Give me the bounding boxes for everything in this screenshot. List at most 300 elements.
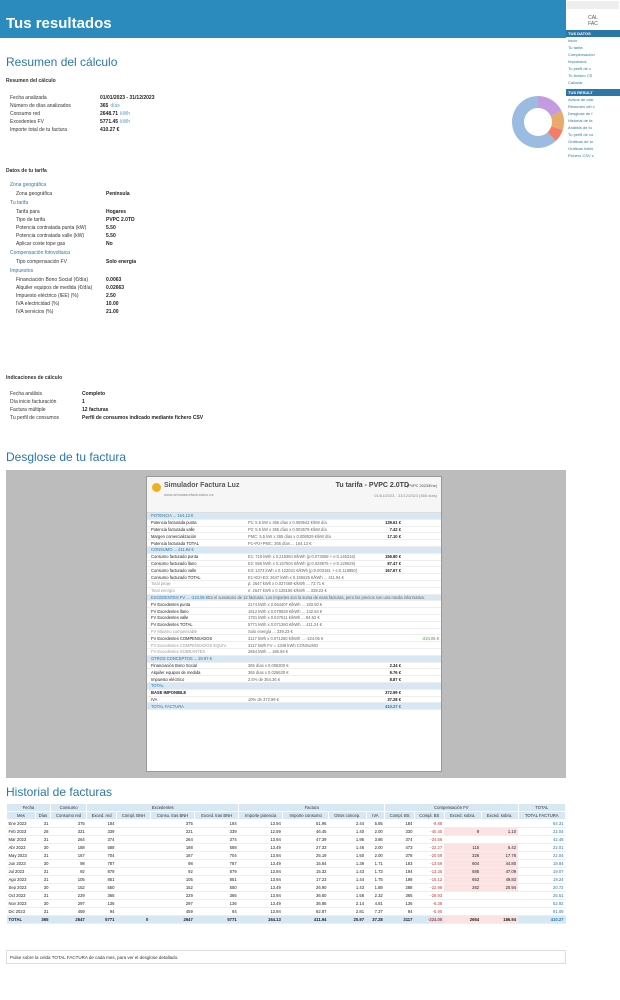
invoice-cell: Alquiler equipos de medida [151, 669, 201, 675]
table-cell: 15.32 [283, 868, 329, 876]
table-cell: 879 [87, 868, 117, 876]
kv-row [16, 258, 500, 266]
kv-label: Tipo de tarifa [16, 217, 45, 223]
table-cell[interactable]: 18.84 [518, 860, 565, 868]
sidebar-logo [567, 1, 619, 9]
table-cell[interactable]: 22.01 [518, 844, 565, 852]
table-cell: 13.94 [239, 892, 283, 900]
table-cell: -28.93 [414, 892, 444, 900]
table-cell [481, 836, 518, 844]
invoice-cell: P2: 5.5 kW x 365 días x 0.003679 €/kW día [248, 526, 327, 532]
tarifa-group [16, 258, 500, 266]
table-cell: 1.71 [366, 860, 385, 868]
table-cell: 184 [195, 820, 239, 828]
results-header [0, 0, 566, 38]
table-cell: 787 [87, 860, 117, 868]
table-cell: 51.96 [283, 820, 329, 828]
table-cell: 264 [50, 836, 86, 844]
kv-row [16, 284, 500, 292]
table-cell[interactable]: 64.31 [518, 820, 565, 828]
kv-row [10, 110, 155, 118]
invoice-cell: 10% de 372.99 € [248, 696, 279, 702]
invoice-cell: FV Excedentes SOBRANTES [151, 649, 206, 655]
table-cell: 411.94 [283, 916, 329, 924]
kv-value: 5.50 [106, 233, 116, 239]
summary-donut-chart [510, 94, 566, 150]
history-group-header: Compensación FV [385, 804, 518, 812]
table-cell: 365 [87, 892, 117, 900]
table-cell: 297 [50, 900, 86, 908]
table-cell[interactable]: 19.24 [518, 876, 565, 884]
invoice-cell: E2: 555 kWh x 0.157604 €/kWh (p:0.028575 + e:0.129029) [248, 560, 356, 566]
table-cell: 188 [150, 844, 194, 852]
kv-value: 0.0063 [106, 277, 122, 283]
table-cell: 105 [150, 876, 194, 884]
kv-label: Factura múltiple [10, 407, 46, 413]
table-cell: 31 [35, 820, 50, 828]
kv-label: IVA servicios (%) [16, 309, 54, 315]
table-cell: 115 [444, 844, 481, 852]
table-cell: 3.86 [366, 836, 385, 844]
table-cell [116, 836, 150, 844]
invoice-cell: 1812 kWh x 0.078828 €/kWh ... 142.84 € [248, 608, 323, 614]
invoice-cell: 365 días x 0.026630 € [248, 669, 289, 675]
kv-row [10, 126, 155, 134]
table-cell: 264 [150, 836, 194, 844]
invoice-cell: e: 2647 kWh x 0.128156 €/kWh ... 339.23 € [248, 588, 327, 594]
invoice-row [147, 547, 441, 554]
table-cell: 46.45 [283, 828, 329, 836]
sidebar [566, 0, 620, 1000]
tarifa-group [16, 190, 500, 198]
kv-value: 410.27 € [100, 127, 120, 133]
table-cell: 339 [195, 828, 239, 836]
history-column-header: Exced. sobra. [481, 812, 518, 820]
invoice-row [147, 669, 441, 676]
invoice-row [147, 663, 441, 670]
history-column-header: Exced. tras BNH [195, 812, 239, 820]
invoice-row [147, 690, 441, 697]
table-cell: -20.59 [414, 852, 444, 860]
invoice-cell: 2.5% de 354.36 € [248, 676, 281, 682]
kv-label: Importe total de tu factura [10, 127, 67, 133]
table-cell: 47.09 [481, 868, 518, 876]
table-cell: 1.43 [328, 884, 366, 892]
kv-value: Perfil de consumos indicado mediante fichero CSV [82, 415, 204, 421]
invoice-cell: 87.47 € [387, 560, 401, 566]
sidebar-item[interactable]: Gráficas de tu [568, 139, 593, 144]
invoice-cell: 372.99 € [385, 690, 401, 696]
table-cell[interactable]: 52.92 [518, 900, 565, 908]
table-cell: 1.10 [481, 828, 518, 836]
table-cell: 167 [150, 852, 194, 860]
kv-label: Día inicio facturación [10, 399, 57, 405]
sidebar-item[interactable]: Impuestos [568, 59, 587, 64]
kv-value: 5.50 [106, 225, 116, 231]
sidebar-datos-heading: TUS DATOS [566, 30, 620, 37]
table-cell: 13.94 [239, 820, 283, 828]
invoice-cell: 17.10 € [387, 533, 401, 539]
table-cell: 459 [50, 908, 86, 916]
table-cell: 2647 [150, 916, 194, 924]
sidebar-item[interactable]: Desglose de f [568, 111, 593, 116]
sidebar-item[interactable]: Calcular [568, 80, 583, 85]
table-cell: 194 [385, 868, 415, 876]
resumen-subtitle: Resumen del cálculo [6, 78, 56, 84]
invoice-row [147, 622, 441, 629]
kv-value: 12 facturas [82, 407, 109, 413]
invoice-row [147, 554, 441, 561]
indicaciones-heading: Indicaciones de cálculo [6, 375, 63, 381]
table-cell [444, 900, 481, 908]
table-cell: May 2023 [7, 852, 36, 860]
table-cell [116, 876, 150, 884]
table-row [7, 860, 566, 868]
table-cell: 13.49 [239, 884, 283, 892]
table-cell: 92 [50, 868, 86, 876]
table-cell [444, 836, 481, 844]
kv-label: IVA electricidad (%) [16, 301, 60, 307]
history-column-header: Exced. red [87, 812, 117, 820]
kv-label: Zona geográfica [16, 191, 53, 197]
sidebar-item[interactable]: Avisos de cálc [568, 97, 594, 102]
table-cell: 297 [150, 900, 194, 908]
sidebar-item[interactable]: Tu fichero CS [568, 73, 593, 78]
sidebar-item[interactable]: Compensación [568, 52, 595, 57]
table-cell: 0 [116, 916, 150, 924]
history-column-header: TOTAL FACTURA [518, 812, 565, 820]
kv-row [16, 240, 500, 248]
desglose-heading: Desglose de tu factura [6, 450, 127, 464]
sidebar-item[interactable]: Inicio [568, 38, 578, 43]
invoice-row [147, 588, 441, 595]
table-cell[interactable]: 81.09 [518, 908, 565, 916]
kv-value: 2.50 [106, 293, 116, 299]
table-cell: Abr 2023 [7, 844, 36, 852]
table-row [7, 820, 566, 828]
kv-label: Potencia contratada valle (kW) [16, 233, 85, 239]
table-cell [481, 900, 518, 908]
kv-row [16, 300, 500, 308]
history-column-header: Exced. sobra. [444, 812, 481, 820]
table-cell: 787 [195, 860, 239, 868]
table-cell: 30 [35, 860, 50, 868]
table-cell[interactable]: 19.07 [518, 868, 565, 876]
kv-value: Hogares [106, 209, 127, 215]
table-cell: Nov 2023 [7, 900, 36, 908]
table-cell: 13.94 [239, 908, 283, 916]
page-title: Tus resultados [6, 15, 112, 32]
table-cell: 12.59 [239, 828, 283, 836]
invoice-rows [147, 513, 441, 710]
kv-value: 365 [100, 103, 109, 109]
table-cell: 184 [385, 820, 415, 828]
table-cell[interactable]: 25.51 [518, 892, 565, 900]
invoice-cell: IVA [151, 696, 158, 702]
invoice-cell: 2174 kWh x 0.064407 €/kWh ... 183.50 € [248, 601, 323, 607]
invoice-cell: FV Máximo compensable [151, 628, 198, 634]
table-cell: 13.94 [239, 836, 283, 844]
kv-label: Fecha análisis [10, 391, 42, 397]
table-cell: -224.05 [414, 916, 444, 924]
table-cell: 31 [35, 876, 50, 884]
table-cell: 378 [385, 852, 415, 860]
kv-row [16, 292, 500, 300]
table-cell[interactable]: 42.48 [518, 836, 565, 844]
sidebar-item[interactable]: Resumen del c [568, 104, 595, 109]
table-cell: 550 [195, 884, 239, 892]
invoice-cell: TOTAL FACTURA [151, 703, 184, 709]
kv-row [16, 276, 500, 284]
table-cell: 105 [50, 876, 86, 884]
invoice-cell: P1+P2+PMC: 365 días ... 164.13 € [248, 540, 312, 546]
invoice-cell: 2.34 € [389, 662, 401, 668]
table-cell: 136 [385, 900, 415, 908]
table-cell: 1.43 [328, 868, 366, 876]
table-cell: 31 [35, 868, 50, 876]
table-cell: 188 [50, 844, 86, 852]
table-cell: 2647 [50, 916, 86, 924]
table-cell [116, 884, 150, 892]
table-cell: 13.49 [239, 900, 283, 908]
table-cell: 339 [87, 828, 117, 836]
table-cell: -22.98 [414, 884, 444, 892]
invoice-row [147, 642, 441, 649]
tarifa-block [0, 180, 500, 316]
kv-row [16, 190, 500, 198]
invoice-row [147, 697, 441, 704]
invoice-brand: Simulador Factura Luz [164, 482, 240, 489]
table-row [7, 852, 566, 860]
table-cell: 588 [195, 844, 239, 852]
table-cell: 7.37 [366, 908, 385, 916]
table-cell: 30 [35, 844, 50, 852]
table-cell [116, 892, 150, 900]
table-cell: 94 [195, 908, 239, 916]
history-column-header: Compl. BS [385, 812, 415, 820]
kv-unit: días [110, 103, 120, 109]
table-cell: 2.14 [328, 900, 366, 908]
history-column-header: Importe potencia [239, 812, 283, 820]
table-cell[interactable]: 410.27 [518, 916, 565, 924]
table-cell: 62.87 [283, 908, 329, 916]
invoice-row [147, 656, 441, 663]
table-cell: 685 [444, 868, 481, 876]
table-cell [116, 828, 150, 836]
invoice-cell: Financiación Bono Social [151, 662, 197, 668]
kv-value: Península [106, 191, 130, 197]
table-row [7, 828, 566, 836]
sidebar-item[interactable]: Gráficas hábit [568, 146, 593, 151]
table-cell: 1.50 [328, 852, 366, 860]
table-cell [116, 908, 150, 916]
table-cell: 198 [385, 876, 415, 884]
table-cell: 13.94 [239, 876, 283, 884]
invoice-cell: Potencia facturada TOTAL [151, 540, 200, 546]
invoice-cell: Impuesto eléctrico [151, 676, 185, 682]
table-cell: -5.90 [414, 908, 444, 916]
table-cell: TOTAL [7, 916, 36, 924]
invoice-cell: E1+E2+E3: 2647 kWh x 0.155625 €/kWh ... 411.94 € [248, 574, 344, 580]
table-row [7, 908, 566, 916]
table-cell: 459 [150, 908, 194, 916]
table-cell: -9.88 [414, 820, 444, 828]
history-column-header: IVA [366, 812, 385, 820]
table-cell[interactable]: 22.04 [518, 828, 565, 836]
history-column-header: Mes [7, 812, 36, 820]
tarifa-group [16, 208, 500, 248]
table-cell: 44.80 [481, 860, 518, 868]
invoice-row [147, 533, 441, 540]
table-cell [116, 860, 150, 868]
kv-value: 0.02663 [106, 285, 125, 291]
sidebar-item[interactable]: Tu perfil de c [568, 66, 591, 71]
table-cell: Mar 2023 [7, 836, 36, 844]
table-cell: 31 [35, 836, 50, 844]
table-cell: 221 [150, 828, 194, 836]
kv-label: Tu perfil de consumos [10, 415, 60, 421]
invoice-cell: Es el sumatorio de 12 facturas. Los importes son la suma de esas facturas, pero los precios son una media informativa. [208, 594, 425, 600]
table-cell: 94 [87, 908, 117, 916]
invoice-dates: 01/01/2023 - 31/12/2023 (365 días) [374, 493, 437, 498]
invoice-cell: 3117 kWh x 0.071260 €/kWh ... -224.05 € [248, 635, 324, 641]
kv-unit: kWh [120, 119, 131, 125]
invoice-row [147, 676, 441, 683]
invoice-cell: 8.87 € [389, 676, 401, 682]
kv-row [16, 208, 500, 216]
invoice-row [147, 615, 441, 622]
table-cell: 321 [50, 828, 86, 836]
history-group-header: Consumo [50, 804, 86, 812]
kv-label: Fecha analizada [10, 95, 47, 101]
table-cell: 98 [50, 860, 86, 868]
table-cell: 2.00 [366, 852, 385, 860]
invoice-cell: 9.76 € [389, 669, 401, 675]
table-cell: 851 [195, 876, 239, 884]
invoice-row [147, 520, 441, 527]
invoice-cell: 3117 kWh FV = 1349 kWh CONSUMO [248, 642, 319, 648]
table-cell: Sep 2023 [7, 884, 36, 892]
table-cell: 25.19 [283, 852, 329, 860]
table-row [7, 892, 566, 900]
kv-value: 5771.45 [100, 119, 119, 125]
kv-value: 10.00 [106, 301, 119, 307]
table-cell: 167 [50, 852, 86, 860]
table-cell: 588 [87, 844, 117, 852]
table-cell: 704 [195, 852, 239, 860]
table-cell: Ago 2023 [7, 876, 36, 884]
table-cell: 1.73 [366, 868, 385, 876]
table-cell: 229 [150, 892, 194, 900]
history-column-header: Consu. tras BNH [150, 812, 194, 820]
table-cell: 184 [87, 820, 117, 828]
table-cell: 9 [444, 828, 481, 836]
sidebar-item[interactable]: Tu tarifa [568, 45, 583, 50]
table-cell: 186.94 [481, 916, 518, 924]
invoice-cell: Consumo facturado TOTAL [151, 574, 201, 580]
table-cell [481, 908, 518, 916]
invoice-cell: 167.67 € [385, 567, 401, 573]
table-cell: 27.33 [283, 844, 329, 852]
kv-label: Excedentes FV [10, 119, 44, 125]
kv-row [16, 216, 500, 224]
sidebar-item[interactable]: Tu perfil de co [568, 132, 594, 137]
table-cell: 2.00 [366, 844, 385, 852]
invoice-row [147, 574, 441, 581]
kv-value: Completo [82, 391, 106, 397]
history-column-header: Compl. BNH [116, 812, 150, 820]
table-cell: 2.81 [328, 908, 366, 916]
table-cell: 4.81 [366, 900, 385, 908]
sidebar-item[interactable]: Análisis de tu [568, 125, 592, 130]
invoice-cell: CONSUMO ... 411.94 € [151, 547, 194, 553]
table-cell: 1.58 [328, 892, 366, 900]
invoice-cell: FV Excedentes valle [151, 615, 189, 621]
resumen-list [10, 94, 155, 134]
table-cell: 879 [195, 868, 239, 876]
table-cell: 2.44 [328, 820, 366, 828]
invoice-cell: 7.42 € [389, 526, 401, 532]
kv-row [10, 94, 155, 102]
table-cell: Feb 2023 [7, 828, 36, 836]
table-cell: 47.39 [283, 836, 329, 844]
table-cell: 704 [87, 852, 117, 860]
invoice-cell: p: 2647 kWh x 0.027469 €/kWh ... 72.71 € [248, 581, 325, 587]
sidebar-datos-list [566, 37, 620, 86]
historial-heading: Historial de facturas [6, 785, 113, 799]
kv-value: 21.00 [106, 309, 119, 315]
kv-value: Solo energía [106, 259, 137, 265]
bulb-icon [152, 483, 161, 492]
invoice-cell: POTENCIA ... 164.13 € [151, 513, 194, 519]
invoice-cell: FV Excedentes TOTAL [151, 622, 193, 628]
table-cell: -13.59 [414, 860, 444, 868]
table-cell: -6.38 [414, 900, 444, 908]
table-cell[interactable]: 22.04 [518, 852, 565, 860]
table-cell: Dic 2023 [7, 908, 36, 916]
table-cell: 152 [150, 884, 194, 892]
invoice-cell: 37.28 € [387, 696, 401, 702]
table-cell: 13.94 [239, 852, 283, 860]
table-cell: 1.75 [366, 876, 385, 884]
history-column-header: Días [35, 812, 50, 820]
table-cell [481, 820, 518, 828]
table-cell: 94 [385, 908, 415, 916]
tarifa-group-title: Compensación fotovoltaica [10, 250, 71, 256]
history-column-header: Otros concep. [328, 812, 366, 820]
history-column-header: Consumo red [50, 812, 86, 820]
tarifa-group [16, 276, 500, 316]
table-cell: 229 [50, 892, 86, 900]
table-cell: 28 [35, 828, 50, 836]
kv-value: 01/01/2023 - 31/12/2023 [100, 95, 155, 101]
invoice-cell: P1: 5.5 kW x 365 días x 0.069543 €/kW día [248, 520, 327, 526]
kv-row [10, 390, 203, 398]
invoice-cell: FV Excedentes COMPENSADOS EQUIV. [151, 642, 227, 648]
table-cell: -22.27 [414, 844, 444, 852]
invoice-row [147, 635, 441, 642]
kv-row [10, 118, 155, 126]
table-cell: 330 [385, 828, 415, 836]
table-cell: 152 [50, 884, 86, 892]
table-row [7, 844, 566, 852]
sidebar-item[interactable]: Historial de fa [568, 118, 593, 123]
invoice-cell: EXCEDENTES FV ... -224.05 € [151, 594, 209, 600]
table-cell[interactable]: 20.72 [518, 884, 565, 892]
kv-label: Alquiler equipos de medida (€/día) [16, 285, 93, 291]
sidebar-item[interactable]: Fichero CSV c [568, 153, 594, 158]
invoice-cell: 156.80 € [385, 554, 401, 560]
